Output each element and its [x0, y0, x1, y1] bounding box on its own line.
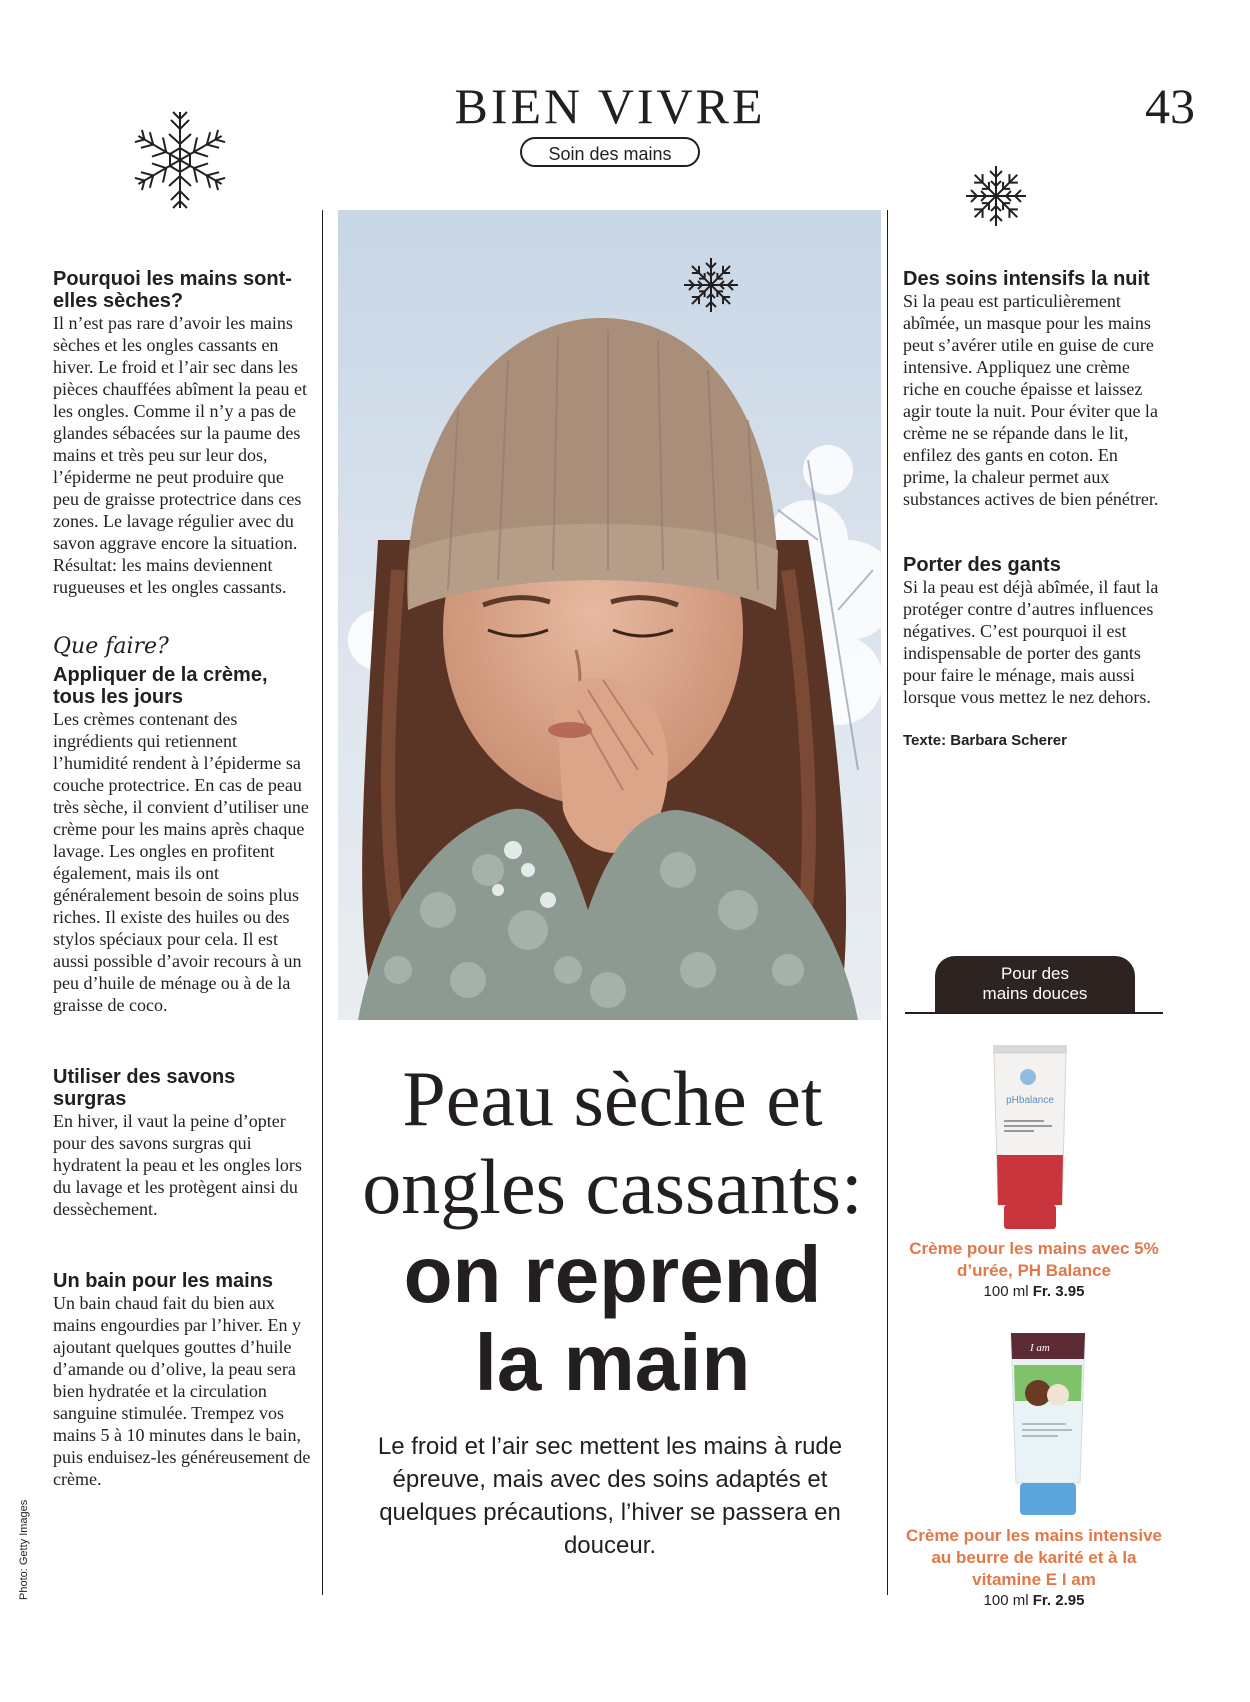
product-2-price: Fr. 2.95 [1032, 1592, 1085, 1609]
products-tab [935, 956, 1135, 1012]
que-faire-label: Que faire? [53, 634, 169, 659]
column-divider-right [887, 210, 888, 1595]
product-1-brand: pHbalance [1006, 1095, 1054, 1106]
snowflake-icon [962, 164, 1030, 228]
product-image-ph-balance [990, 1045, 1070, 1230]
hero-photo [338, 210, 881, 1020]
rubric-badge: Soin des mains [520, 137, 700, 167]
heading-soaps: Utiliser des savons surgras [53, 1066, 236, 1110]
column-divider-left [322, 210, 323, 1595]
lead-paragraph: Le froid et l’air sec mettent les mains à rude épreuve, mais avec des soins adaptés et quelques précautions, l’hiver se passera en douceur. [377, 1433, 843, 1559]
product-image-i-am [1008, 1333, 1088, 1518]
product-1-name: Crème pour les mains avec 5% d’urée, PH Balance [909, 1239, 1159, 1280]
right-column [903, 268, 1163, 752]
headline [340, 1055, 885, 1407]
product-1-quantity: 100 ml [983, 1283, 1029, 1300]
snowflake-icon [124, 108, 236, 212]
headline-line-4: la main [474, 1318, 751, 1407]
heading-gloves: Porter des gants [903, 554, 1061, 576]
products-divider [905, 1012, 1163, 1014]
heading-night-care: Des soins intensifs la nuit [903, 268, 1150, 290]
text-night-care: Si la peau est particulièrement abîmée, un masque pour les mains peut s’avérer utile en guise de cure intensive. Appliquez une crème riche en couche épaisse et laissez agir toute la nuit. Pour éviter que la crème ne se répande dans le lit, enfilez des gants en coton. En prime, la chaleur permet aux substances actives de bien pénétrer. [903, 291, 1159, 509]
text-soaps: En hiver, il vaut la peine d’opter pour des savons surgras qui hydratent la peau et les ongles lors du lavage et les protègent ainsi du dessèchement. [53, 1111, 302, 1219]
text-hand-bath: Un bain chaud fait du bien aux mains engourdies par l’hiver. En y ajoutant quelques gouttes d’huile d’amande ou d’olive, la peau sera bien hydratée et la circulation sanguine stimulée. Trempez vos mains 5 à 10 minutes dans le bain, puis enduisez-les généreusement de crème. [53, 1293, 311, 1489]
heading-why-dry: Pourquoi les mains sont-elles sèches? [53, 268, 292, 312]
heading-hand-bath: Un bain pour les mains [53, 1270, 274, 1292]
headline-line-2: ongles cassants: [362, 1143, 863, 1230]
headline-line-1: Peau sèche et [402, 1055, 823, 1142]
photo-credit: Photo: Getty Images [18, 1499, 30, 1600]
product-2-brand: I am [1030, 1342, 1050, 1354]
text-apply-cream: Les crèmes contenant des ingrédients qui retiennent l’humidité rendent à l’épiderme sa couche protectrice. En cas de peau très sèche, il convient d’utiliser une crème pour les mains après chaque lavage. Les ongles en profitent également, mais ils ont généralement besoin de soins plus riches. Il existe des huiles ou des stylos spéciaux pour cela. Il est aussi possible d’avoir recours à un peu d’huile de ménage ou à de la graisse de coco. [53, 709, 309, 1015]
product-2 [905, 1525, 1163, 1611]
product-2-quantity: 100 ml [983, 1592, 1029, 1609]
text-why-dry: Il n’est pas rare d’avoir les mains sèches et les ongles cassants en hiver. Le froid et l’air sec dans les pièces chauffées abîment la peau et les ongles. Comme il n’y a pas de glandes sébacées sur la paume des mains et très peu sur leur dos, l’épiderme ne peut produire que peu de graisse protectrice dans ces zones. Le lavage régulier avec du savon aggrave encore la situation. Résultat: les mains deviennent rugueuses et les ongles cassants. [53, 313, 308, 597]
headline-line-3: on reprend [403, 1230, 822, 1319]
author-credit: Texte: Barbara Scherer [903, 732, 1067, 749]
product-2-price-line [905, 1591, 1163, 1611]
products-tab-line-1: Pour des [1000, 964, 1070, 983]
left-column [53, 268, 313, 1490]
snowflake-icon [681, 255, 741, 315]
page-number: 43 [1145, 78, 1195, 134]
product-1 [905, 1238, 1163, 1302]
product-2-name: Crème pour les mains intensive au beurre de karité et à la vitamine E I am [905, 1526, 1163, 1589]
heading-apply-cream: Appliquer de la crème, tous les jours [53, 664, 268, 708]
text-gloves: Si la peau est déjà abîmée, il faut la protéger contre d’autres influences négatives. C’est pourquoi il est indispensable de porter des gants pour faire le ménage, mais aussi lorsque vous mettez le nez dehors. [903, 577, 1159, 707]
section-title: BIEN VIVRE [454, 78, 766, 134]
products-tab-line-2: mains douces [982, 984, 1088, 1003]
product-1-price: Fr. 3.95 [1032, 1283, 1085, 1300]
product-1-price-line [905, 1282, 1163, 1302]
